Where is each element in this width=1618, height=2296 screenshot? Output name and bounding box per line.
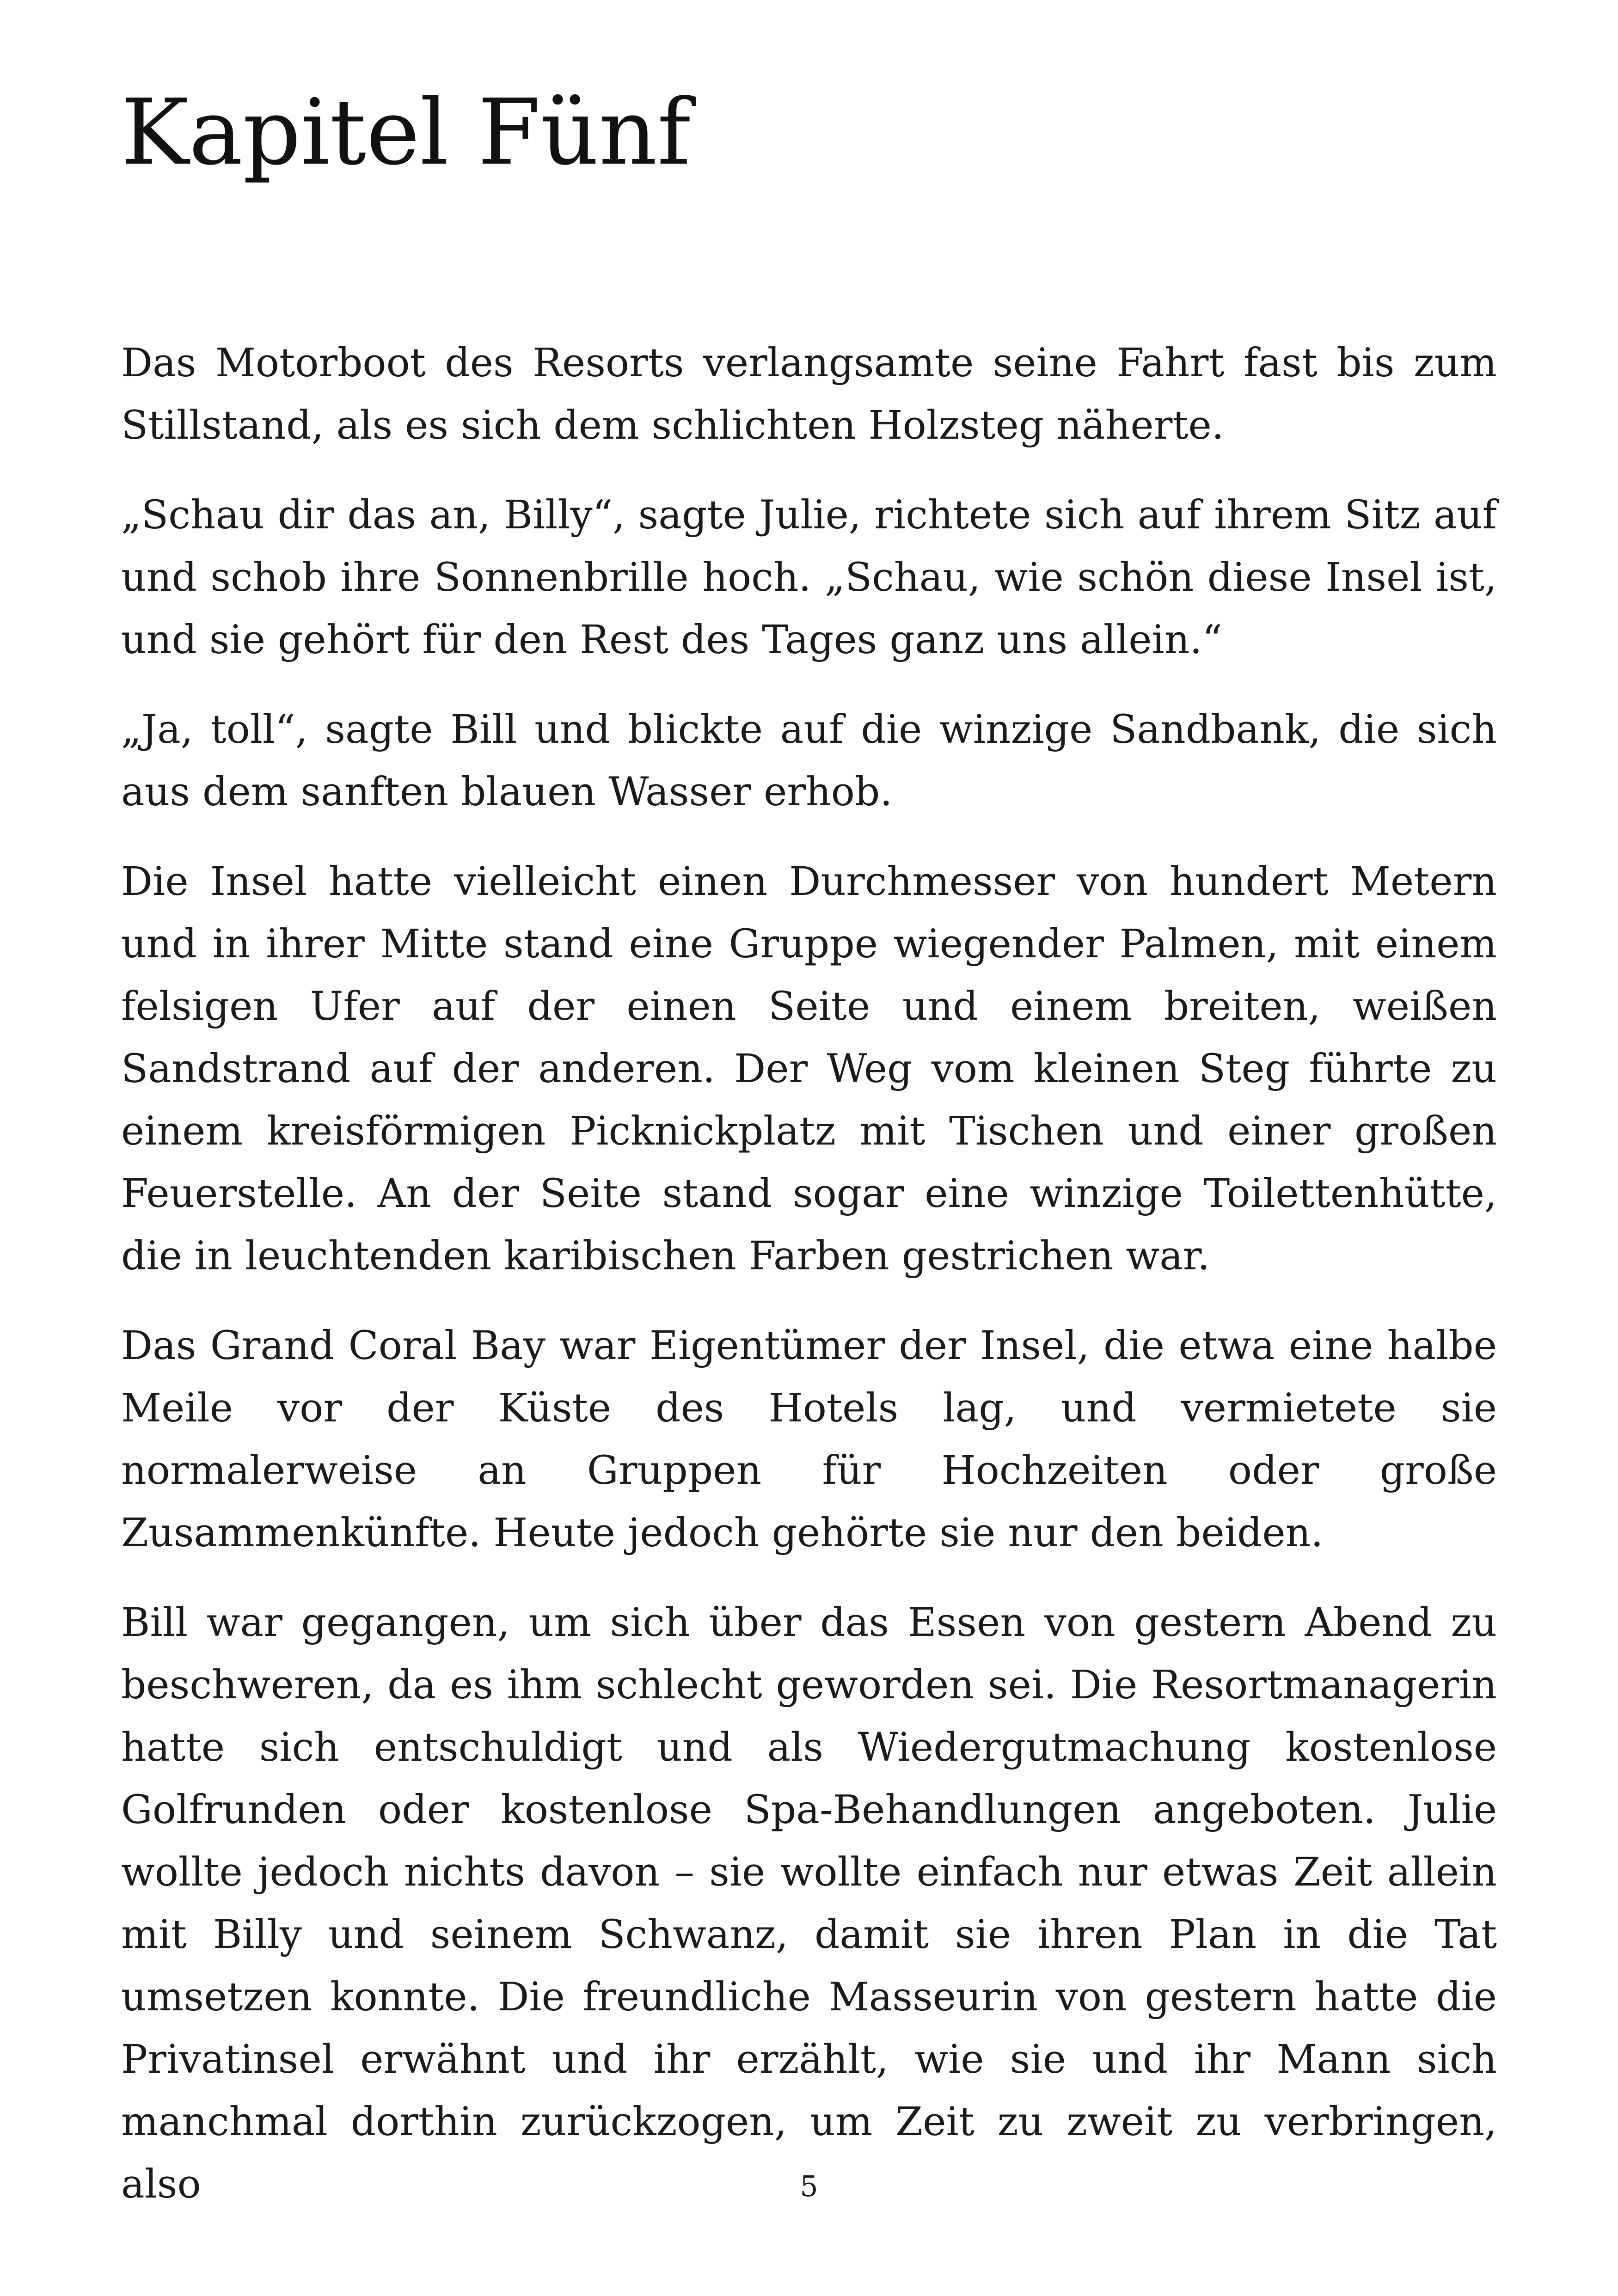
- paragraph: Das Motorboot des Resorts verlangsamte seine Fahrt fast bis zum Stillstand, als es sich dem schlichten Holzsteg näherte.: [121, 340, 1497, 448]
- paragraph: „Ja, toll“, sagte Bill und blickte auf die winzige Sandbank, die sich aus dem sanften blauen Wasser erhob.: [121, 707, 1497, 815]
- paragraph: Die Insel hatte vielleicht einen Durchmesser von hundert Metern und in ihrer Mitte stand eine Gruppe wiegender Palmen, mit einem felsigen Ufer auf der einen Seite und einem breiten, weißen Sandstrand auf der anderen. Der Weg vom kleinen Steg führte zu einem kreisförmigen Picknickplatz mit Tischen und einer großen Feuerstelle. An der Seite stand sogar eine winzige Toilettenhütte, die in leuchtenden karibischen Farben gestrichen war.: [121, 859, 1497, 1279]
- chapter-title: Kapitel Fünf: [121, 80, 691, 185]
- paragraph: „Schau dir das an, Billy“, sagte Julie, richtete sich auf ihrem Sitz auf und schob ihre Sonnenbrille hoch. „Schau, wie schön diese Insel ist, und sie gehört für den Rest des Tages ganz uns allein.“: [121, 492, 1497, 663]
- body-text: [121, 332, 1497, 2216]
- paragraph: Bill war gegangen, um sich über das Essen von gestern Abend zu beschweren, da es ihm schlecht geworden sei. Die Resortmanagerin hatte sich entschuldigt und als Wiedergutmachung kostenlose Golfrunden oder kostenlose Spa-Behandlungen angeboten. Julie wollte jedoch nichts davon – sie wollte einfach nur etwas Zeit allein mit Billy und seinem Schwanz, damit sie ihren Plan in die Tat umsetzen konnte. Die freundliche Masseurin von gestern hatte die Privatinsel erwähnt und ihr erzählt, wie sie und ihr Mann sich manchmal dorthin zurückzogen, um Zeit zu zweit zu verbringen, also: [121, 1600, 1497, 2207]
- paragraph: Das Grand Coral Bay war Eigentümer der Insel, die etwa eine halbe Meile vor der Küste des Hotels lag, und vermietete sie normalerweise an Gruppen für Hochzeiten oder große Zusammenkünfte. Heute jedoch gehörte sie nur den beiden.: [121, 1323, 1497, 1556]
- page-number: 5: [800, 2169, 818, 2203]
